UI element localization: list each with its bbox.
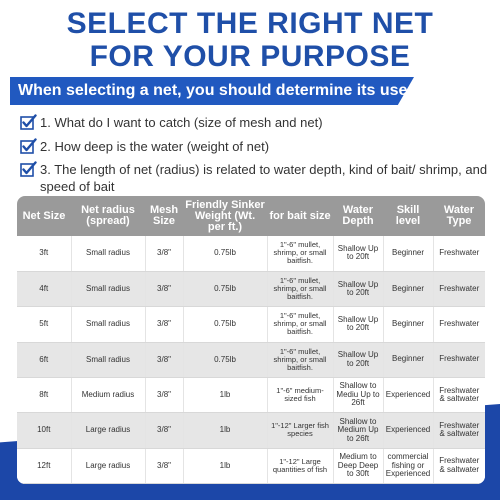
water-type-cell: Freshwater & saltwater xyxy=(433,377,485,412)
table-row xyxy=(17,342,485,377)
table-row xyxy=(17,413,485,448)
skill-cell: Beginner xyxy=(383,307,433,342)
table-row xyxy=(17,377,485,412)
header-skill-level: Skill level xyxy=(383,196,433,236)
radius-cell: Large radius xyxy=(71,413,145,448)
checklist-item-text: 3. The length of net (radius) is related to water depth, kind of bait/ shrimp, and speed of bait xyxy=(40,162,488,194)
weight-cell: 1lb xyxy=(183,377,267,412)
headline-line-1: SELECT THE RIGHT NET xyxy=(66,7,434,40)
header-water-type: Water Type xyxy=(433,196,485,236)
net-size-cell: 3ft xyxy=(17,236,71,271)
checklist-item-text: 1. What do I want to catch (size of mesh and net) xyxy=(40,115,323,130)
weight-cell: 1lb xyxy=(183,413,267,448)
net-size-cell: 4ft xyxy=(17,271,71,306)
weight-cell: 0.75lb xyxy=(183,271,267,306)
water-type-cell: Freshwater xyxy=(433,307,485,342)
radius-cell: Small radius xyxy=(71,342,145,377)
mesh-cell: 3/8" xyxy=(145,448,183,483)
table-row xyxy=(17,236,485,271)
table-row xyxy=(17,307,485,342)
depth-cell: Shallow to Mediu Up to 26ft xyxy=(333,377,383,412)
mesh-cell: 3/8" xyxy=(145,377,183,412)
bait-cell: 1"-6" mullet, shrimp, or small baitfish. xyxy=(267,307,333,342)
checklist-item xyxy=(20,161,490,195)
header-mesh-size: Mesh Size xyxy=(145,196,183,236)
mesh-cell: 3/8" xyxy=(145,307,183,342)
skill-cell: Beginner xyxy=(383,342,433,377)
checked-checkbox-icon xyxy=(20,161,37,178)
header-net-size: Net Size xyxy=(17,196,71,236)
skill-cell: commercial fishing or Experienced xyxy=(383,448,433,483)
mesh-cell: 3/8" xyxy=(145,271,183,306)
radius-cell: Small radius xyxy=(71,236,145,271)
skill-cell: Beginner xyxy=(383,271,433,306)
water-type-cell: Freshwater xyxy=(433,236,485,271)
checked-checkbox-icon xyxy=(20,138,37,155)
radius-cell: Large radius xyxy=(71,448,145,483)
net-comparison-table xyxy=(17,196,485,484)
bait-cell: 1"-12" Larger fish species xyxy=(267,413,333,448)
weight-cell: 1lb xyxy=(183,448,267,483)
depth-cell: Shallow to Medium Up to 26ft xyxy=(333,413,383,448)
bait-cell: 1"-12" Large quantities of fish xyxy=(267,448,333,483)
water-type-cell: Freshwater & saltwater xyxy=(433,448,485,483)
depth-cell: Shallow Up to 20ft xyxy=(333,342,383,377)
mesh-cell: 3/8" xyxy=(145,413,183,448)
net-size-cell: 5ft xyxy=(17,307,71,342)
checked-checkbox-icon xyxy=(20,114,37,131)
bait-cell: 1"-6" medium-sized fish xyxy=(267,377,333,412)
table-row xyxy=(17,448,485,483)
weight-cell: 0.75lb xyxy=(183,236,267,271)
header-water-depth: Water Depth xyxy=(333,196,383,236)
header-sinker-weight: Friendly Sinker Weight (Wt. per ft.) xyxy=(183,196,267,236)
header-net-radius: Net radius (spread) xyxy=(71,196,145,236)
bait-cell: 1"-6" mullet, shrimp, or small baitfish. xyxy=(267,271,333,306)
net-size-cell: 6ft xyxy=(17,342,71,377)
banner-text: When selecting a net, you should determine its use: xyxy=(18,82,413,99)
skill-cell: Beginner xyxy=(383,236,433,271)
water-type-cell: Freshwater & saltwater xyxy=(433,413,485,448)
radius-cell: Medium radius xyxy=(71,377,145,412)
header-bait-size: for bait size xyxy=(267,196,333,236)
table-header-row xyxy=(17,196,485,236)
checklist-item xyxy=(20,114,490,131)
net-size-cell: 8ft xyxy=(17,377,71,412)
weight-cell: 0.75lb xyxy=(183,307,267,342)
headline-line-2: FOR YOUR PURPOSE xyxy=(89,40,411,73)
bait-cell: 1"-6" mullet, shrimp, or small baitfish. xyxy=(267,342,333,377)
mesh-cell: 3/8" xyxy=(145,342,183,377)
radius-cell: Small radius xyxy=(71,271,145,306)
depth-cell: Shallow Up to 20ft xyxy=(333,307,383,342)
mesh-cell: 3/8" xyxy=(145,236,183,271)
bait-cell: 1"-6" mullet, shrimp, or small baitfish. xyxy=(267,236,333,271)
skill-cell: Experienced xyxy=(383,377,433,412)
checklist-item-text: 2. How deep is the water (weight of net) xyxy=(40,139,270,154)
depth-cell: Shallow Up to 20ft xyxy=(333,271,383,306)
weight-cell: 0.75lb xyxy=(183,342,267,377)
net-size-cell: 10ft xyxy=(17,413,71,448)
depth-cell: Medium to Deep Deep to 30ft xyxy=(333,448,383,483)
water-type-cell: Freshwater xyxy=(433,271,485,306)
checklist-item xyxy=(20,138,490,155)
skill-cell: Experienced xyxy=(383,413,433,448)
radius-cell: Small radius xyxy=(71,307,145,342)
net-size-cell: 12ft xyxy=(17,448,71,483)
water-type-cell: Freshwater xyxy=(433,342,485,377)
depth-cell: Shallow Up to 20ft xyxy=(333,236,383,271)
net-comparison-table-card xyxy=(17,196,485,484)
table-row xyxy=(17,271,485,306)
